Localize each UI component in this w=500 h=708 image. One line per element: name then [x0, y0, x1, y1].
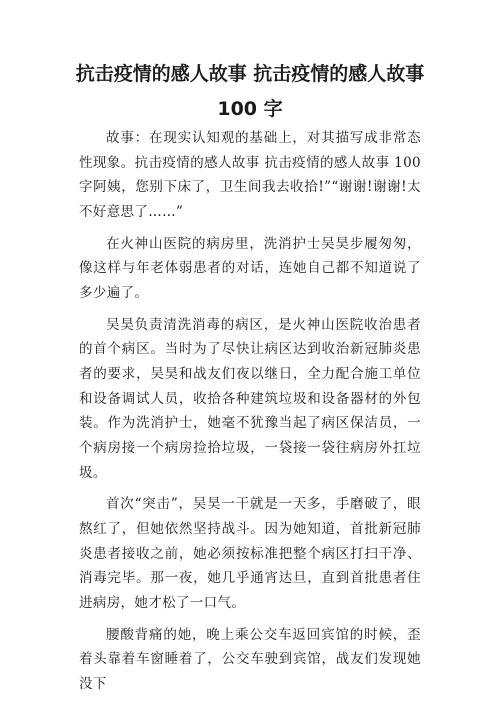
paragraph-cleaning: 吴昊负责清洗消毒的病区，是火神山医院收治患者的首个病区。当时为了尽快让病区达到收治新冠肺炎患者的要求，吴昊和战友们夜以继日，全力配合施工单位和设备调试人员，收拾各种建筑垃圾和设备器材的外包装。作为洗消护士，她毫不犹豫当起了病区保洁员，一个病房接一个病房捡拾垃圾，一袋接一袋往病房外扛垃圾。	[79, 316, 421, 481]
paragraph-ward: 在火神山医院的病房里，洗消护士吴昊步履匆匆，像这样与年老体弱患者的对话，连她自己都不知道说了多少遍了。	[79, 235, 421, 302]
document-body	[79, 126, 421, 703]
document-title: 抗击疫情的感人故事 抗击疫情的感人故事	[75, 63, 425, 85]
paragraph-intro: 故事：在现实认知观的基础上，对其描写成非常态性现象。抗击疫情的感人故事 抗击疫情的感人故事 100 字阿姨，您别下床了，卫生间我去收拾!”“谢谢!谢谢!太不好意思了……”	[79, 130, 421, 221]
paragraph-bus: 腰酸背痛的她，晚上乘公交车返回宾馆的时候，歪着头靠着车窗睡着了，公交车驶到宾馆，战友们发现她没下	[79, 626, 421, 692]
document-title-continued: 100 字	[217, 98, 283, 120]
paragraph-first-assault: 首次“突击”，吴昊一干就是一天多，手磨破了，眼熬红了，但她依然坚持战斗。因为她知道，首批新冠肺炎患者接收之前，她必须按标准把整个病区打扫干净、消毒完毕。那一夜，她几乎通宵达旦，直到首批患者住进病房，她才松了一口气。	[79, 496, 421, 612]
